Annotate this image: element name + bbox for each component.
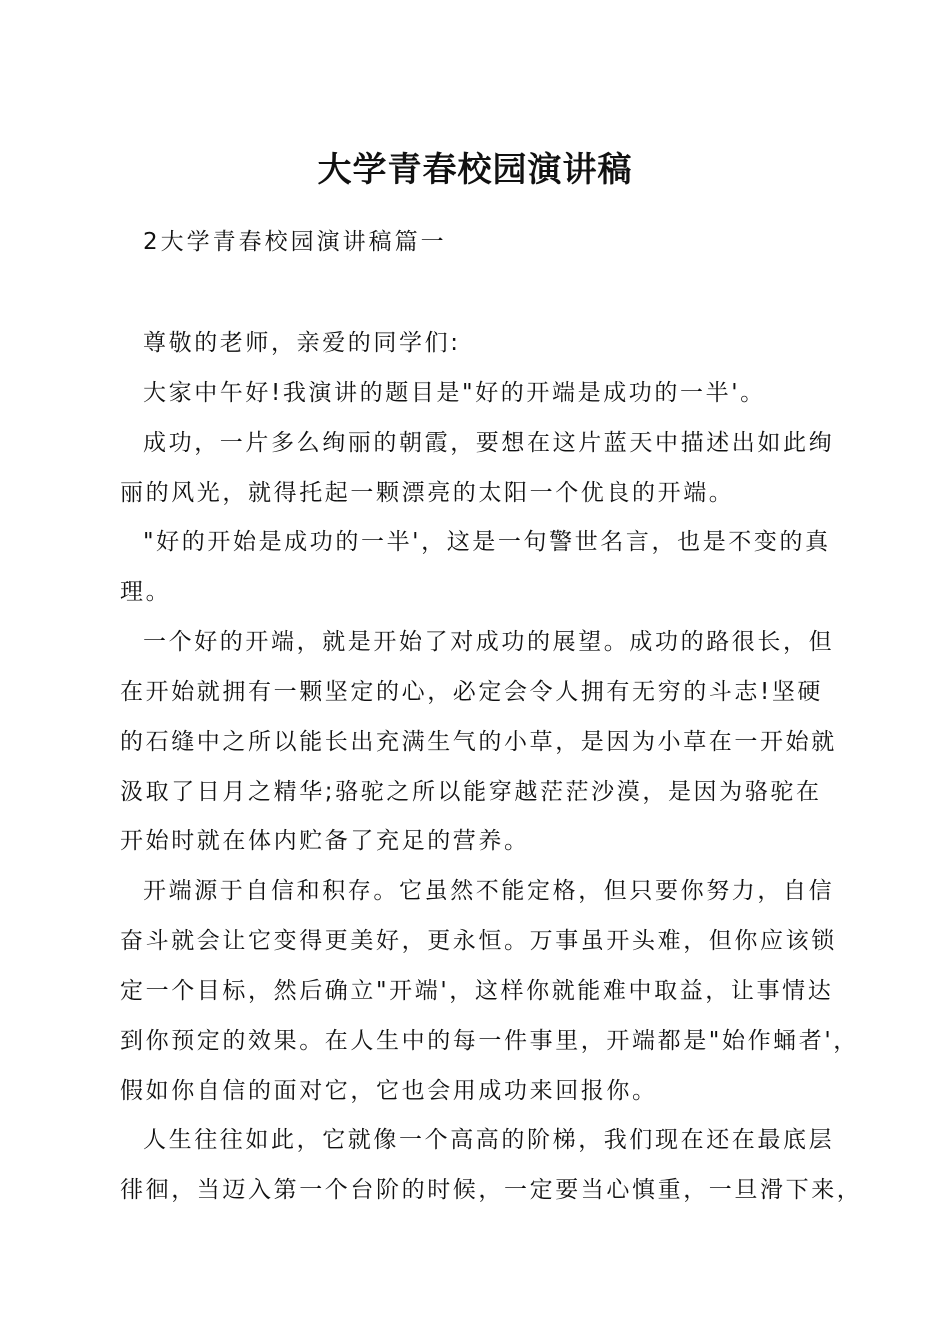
body-line: 丽的风光，就得托起一颗漂亮的太阳一个优良的开端。 — [120, 480, 735, 506]
body-line: 徘徊，当迈入第一个台阶的时候，一定要当心慎重，一旦滑下来， — [120, 1177, 863, 1203]
body-line: 开端源于自信和积存。它虽然不能定格，但只要你努力，自信 — [143, 878, 835, 904]
body-line: 理。 — [120, 579, 172, 605]
body-line: 的石缝中之所以能长出充满生气的小草，是因为小草在一开始就 — [120, 729, 837, 755]
body-line: 假如你自信的面对它，它也会用成功来回报你。 — [120, 1078, 658, 1104]
body-line: 奋斗就会让它变得更美好，更永恒。万事虽开头难，但你应该锁 — [120, 928, 837, 954]
body-line: 成功，一片多么绚丽的朝霞，要想在这片蓝天中描述出如此绚 — [143, 430, 835, 456]
body-line: 汲取了日月之精华;骆驼之所以能穿越茫茫沙漠，是因为骆驼在 — [120, 779, 822, 805]
body-line: 大家中午好!我演讲的题目是"好的开端是成功的一半'。 — [143, 380, 766, 406]
body-line: 定一个目标，然后确立"开端'，这样你就能难中取益，让事情达 — [120, 978, 834, 1004]
body-line: 一个好的开端，就是开始了对成功的展望。成功的路很长，但 — [143, 629, 835, 655]
body-line: 尊敬的老师，亲爱的同学们: — [143, 330, 461, 356]
body-line: 开始时就在体内贮备了充足的营养。 — [120, 828, 530, 854]
body-line: "好的开始是成功的一半'，这是一句警世名言，也是不变的真 — [143, 529, 831, 555]
document-subtitle: 2大学青春校园演讲稿篇一 — [143, 229, 447, 255]
body-line: 人生往往如此，它就像一个高高的阶梯，我们现在还在最底层 — [143, 1127, 835, 1153]
document-title: 大学青春校园演讲稿 — [317, 150, 633, 190]
body-line: 在开始就拥有一颗坚定的心，必定会令人拥有无穷的斗志!坚硬 — [120, 679, 824, 705]
body-line: 到你预定的效果。在人生中的每一件事里，开端都是"始作蛹者'， — [120, 1028, 859, 1054]
